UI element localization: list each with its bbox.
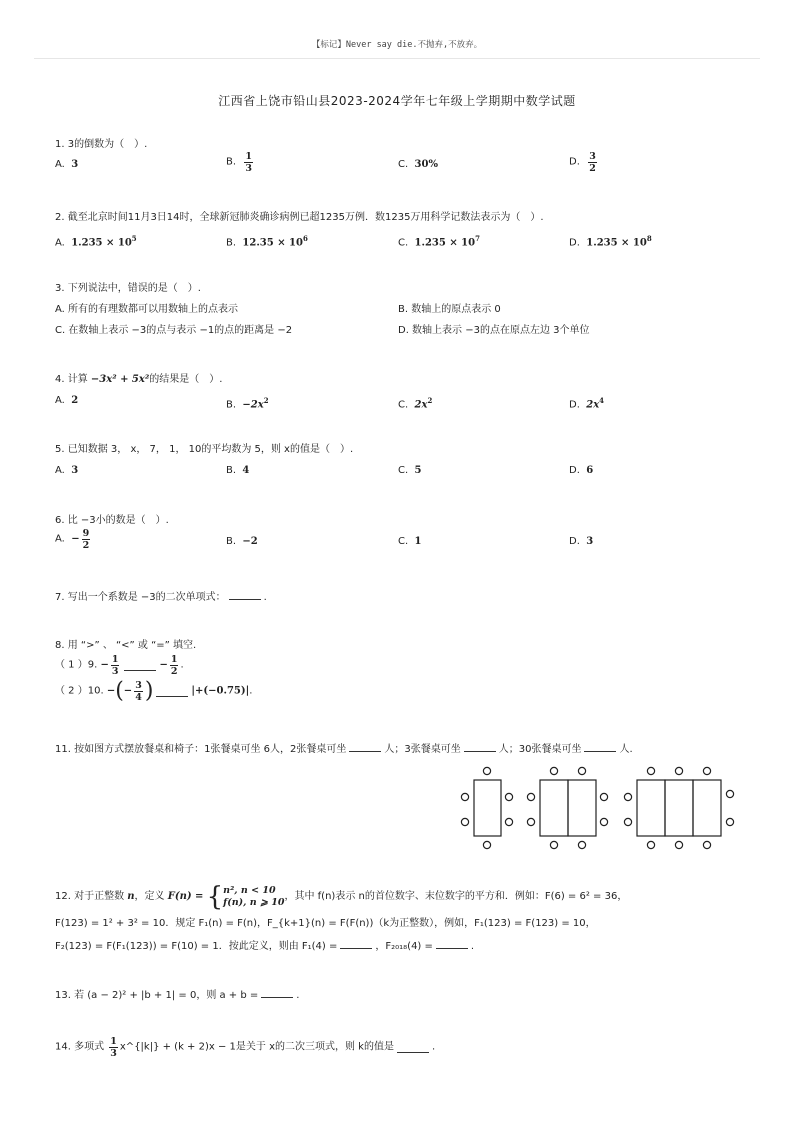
three-table-group [624, 767, 733, 848]
chair [505, 793, 512, 800]
chair [527, 793, 534, 800]
chair [550, 767, 557, 774]
q4-option-c[interactable]: C. $2x^2$ [398, 396, 433, 411]
q6-option-d[interactable]: D. 3 [569, 536, 594, 547]
question-5-stem: 5. 已知数据 3， x， 7， 1， 10的平均数为 5，则 x的值是（ ）. [55, 444, 354, 455]
question-8-part-2: （ 2 ）10. −(− $\frac{3}{4}$ ) |+(−0.75)|. [55, 678, 253, 704]
q2-option-b[interactable]: B. $12.35 \times 10^6$ [226, 234, 308, 249]
chair [578, 767, 585, 774]
table [568, 780, 596, 836]
chair [726, 818, 733, 825]
fraction: $\frac{9}{2}$ [82, 528, 90, 551]
q5-option-c[interactable]: C. 5 [398, 465, 422, 476]
table [540, 780, 568, 836]
chair [461, 818, 468, 825]
fraction: $\frac{3}{2}$ [589, 151, 596, 174]
chair [578, 841, 585, 848]
one-table-group [461, 767, 512, 848]
q2-option-c[interactable]: C. $1.235 \times 10^7$ [398, 234, 480, 249]
chair [527, 818, 534, 825]
chair [483, 767, 490, 774]
q4-option-a[interactable]: A. 2 [55, 395, 79, 406]
exam-title: 江西省上饶市铅山县2023-2024学年七年级上学期期中数学试题 [218, 94, 576, 108]
fraction: $\frac{1}{3}$ [245, 151, 253, 174]
chair [624, 793, 631, 800]
q6-option-a[interactable]: A. − $\frac{9}{2}$ [55, 528, 90, 551]
chair [703, 841, 710, 848]
q1-option-c[interactable]: C. 30% [398, 159, 438, 170]
chair [647, 767, 654, 774]
table [693, 780, 721, 836]
answer-blank[interactable] [349, 742, 381, 752]
q5-option-b[interactable]: B. 4 [226, 465, 250, 476]
q5-option-d[interactable]: D. 6 [569, 465, 594, 476]
answer-blank[interactable] [464, 742, 496, 752]
chair [600, 818, 607, 825]
q4-option-d[interactable]: D. $2x^4$ [569, 396, 605, 411]
question-4-stem: 4. 计算 −3x² + 5x²的结果是（ ）. [55, 374, 223, 385]
q6-option-b[interactable]: B. −2 [226, 536, 258, 547]
chair [624, 818, 631, 825]
question-3-stem: 3. 下列说法中，错误的是（ ）. [55, 283, 201, 294]
question-2-stem: 2. 截至北京时间11月3日14时，全球新冠肺炎确诊病例已超1235万例．数1235万用科学记数法表示为（ ）. [55, 212, 544, 223]
question-1-stem: 1. 3的倒数为（ ）. [55, 139, 148, 150]
question-12-line-1: 12. 对于正整数 n，定义 F(n) = { n², n < 10 f(n), n ⩾ 10 ，其中 f(n)表示 n的首位数字、末位数字的平方和．例如：F(6) = 6² = 36， [55, 882, 628, 912]
table-chair-figure [455, 762, 745, 852]
question-7-stem: 7. 写出一个系数是 −3的二次单项式： . [55, 592, 267, 603]
two-table-group [527, 767, 607, 848]
answer-blank[interactable] [261, 988, 293, 998]
chair [505, 818, 512, 825]
table [474, 780, 501, 836]
chair [647, 841, 654, 848]
q3-option-d[interactable]: D. 数轴上表示 −3的点在原点左边 3个单位 [398, 325, 590, 336]
piecewise-definition: { n², n < 10 f(n), n ⩾ 10 [206, 882, 285, 912]
question-13: 13. 若 (a − 2)² + |b + 1| = 0，则 a + b = . [55, 990, 300, 1001]
answer-blank[interactable] [397, 1043, 429, 1053]
q1-option-a[interactable]: A. 3 [55, 159, 79, 170]
question-12-line-3: F₂(123) = F(F₁(123)) = F(10) = 1．按此定义，则由 F₁(4) = ，F₂₀₁₈(4) = . [55, 941, 475, 952]
q2-option-a[interactable]: A. $1.235 \times 10^5$ [55, 234, 137, 249]
q6-option-c[interactable]: C. 1 [398, 536, 422, 547]
q1-option-d[interactable]: D. $\frac{3}{2}$ [569, 151, 596, 174]
chair [461, 793, 468, 800]
answer-blank[interactable] [340, 939, 372, 949]
q5-option-a[interactable]: A. 3 [55, 465, 79, 476]
fraction: $\frac{1}{3}$ [110, 1036, 117, 1059]
answer-blank[interactable] [229, 590, 261, 600]
question-14: 14. 多项式 $\frac{1}{3}$ x^{|k|} + (k + 2)x − 1是关于 x的二次三项式，则 k的值是 . [55, 1036, 436, 1059]
answer-blank[interactable] [124, 661, 156, 671]
header-divider [34, 58, 760, 59]
table [637, 780, 665, 836]
question-8-part-1: （ 1 ）9. − $\frac{1}{3}$ − $\frac{1}{2}$ . [55, 654, 184, 677]
fraction: $\frac{1}{3}$ [111, 654, 119, 677]
chair [550, 841, 557, 848]
chair [675, 841, 682, 848]
answer-blank[interactable] [584, 742, 616, 752]
chair [483, 841, 490, 848]
fraction: $\frac{3}{4}$ [135, 680, 142, 703]
chair [703, 767, 710, 774]
fraction: $\frac{1}{2}$ [170, 654, 178, 677]
q1-option-b[interactable]: B. $\frac{1}{3}$ [226, 151, 253, 174]
q3-option-b[interactable]: B. 数轴上的原点表示 0 [398, 304, 501, 315]
question-8-stem: 8. 用 “>” 、 “<” 或 “=” 填空. [55, 640, 197, 651]
q2-option-d[interactable]: D. $1.235 \times 10^8$ [569, 234, 652, 249]
question-12-line-2: F(123) = 1² + 3² = 10．规定 F₁(n) = F(n)，F_{k+1}(n) = F(F(n))（k为正整数），例如，F₁(123) = F(123) = 10， [55, 918, 596, 929]
chair [600, 793, 607, 800]
page-header: 【标记】Never say die.不抛弃,不放弃。 [311, 40, 483, 50]
chair [726, 790, 733, 797]
q3-option-a[interactable]: A. 所有的有理数都可以用数轴上的点表示 [55, 304, 239, 315]
answer-blank[interactable] [156, 687, 188, 697]
question-11-stem: 11. 按如图方式摆放餐桌和椅子：1张餐桌可坐 6人，2张餐桌可坐 人；3张餐桌可坐 人；30张餐桌可坐 人. [55, 744, 633, 755]
chair [675, 767, 682, 774]
table [665, 780, 693, 836]
answer-blank[interactable] [436, 939, 468, 949]
q3-option-c[interactable]: C. 在数轴上表示 −3的点与表示 −1的点的距离是 −2 [55, 325, 293, 336]
question-6-stem: 6. 比 −3小的数是（ ）. [55, 515, 169, 526]
q4-option-b[interactable]: B. $-2x^2$ [226, 396, 269, 411]
